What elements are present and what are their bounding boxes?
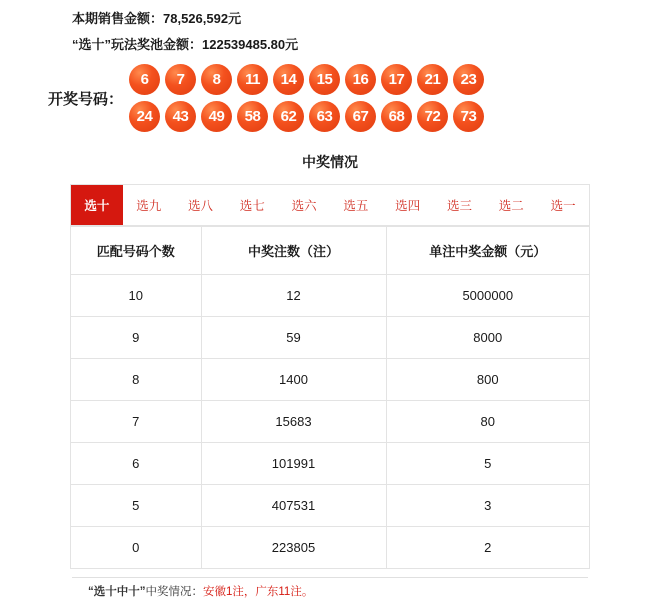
draw-ball: 17 (381, 64, 412, 95)
footnote (70, 583, 590, 599)
cell-prize-amount: 8000 (386, 317, 589, 359)
playtype-tabs (71, 185, 589, 226)
cell-winning-bets: 12 (201, 275, 386, 317)
table-row (71, 527, 589, 569)
cell-prize-amount: 5 (386, 443, 589, 485)
cell-match-count: 6 (71, 443, 201, 485)
prize-table (71, 226, 589, 568)
tab-xuanliu[interactable]: 选六 (291, 199, 317, 213)
bottom-divider (72, 577, 588, 578)
cell-prize-amount: 800 (386, 359, 589, 401)
cell-winning-bets: 101991 (201, 443, 386, 485)
draw-ball: 67 (345, 101, 376, 132)
tab-xuaner[interactable]: 选二 (498, 199, 524, 213)
draw-ball: 24 (129, 101, 160, 132)
tab-xuanshi[interactable]: 选十 (71, 185, 123, 225)
header-info (0, 0, 660, 58)
cell-match-count: 10 (71, 275, 201, 317)
column-header-winning-bets: 中奖注数（注） (201, 227, 386, 275)
tab-xuanba[interactable]: 选八 (187, 199, 213, 213)
draw-ball: 73 (453, 101, 484, 132)
draw-ball: 43 (165, 101, 196, 132)
draw-ball-row-1 (129, 64, 484, 95)
cell-match-count: 0 (71, 527, 201, 569)
cell-prize-amount: 3 (386, 485, 589, 527)
table-row (71, 317, 589, 359)
tab-xuansan[interactable]: 选三 (446, 199, 472, 213)
draw-ball: 58 (237, 101, 268, 132)
draw-ball: 68 (381, 101, 412, 132)
cell-winning-bets: 15683 (201, 401, 386, 443)
draw-ball: 23 (453, 64, 484, 95)
draw-ball-row-2 (129, 101, 484, 132)
tab-xuanqi[interactable]: 选七 (239, 199, 265, 213)
draw-ball: 16 (345, 64, 376, 95)
cell-winning-bets: 59 (201, 317, 386, 359)
draw-ball: 21 (417, 64, 448, 95)
draw-ball: 8 (201, 64, 232, 95)
tab-xuansi[interactable]: 选四 (395, 199, 421, 213)
cell-prize-amount: 5000000 (386, 275, 589, 317)
cell-winning-bets: 1400 (201, 359, 386, 401)
table-row (71, 443, 589, 485)
cell-prize-amount: 2 (386, 527, 589, 569)
draw-numbers-label: 开奖号码： (48, 90, 124, 108)
draw-balls-wrap (129, 64, 484, 132)
table-header-row (71, 227, 589, 275)
draw-ball: 14 (273, 64, 304, 95)
draw-ball: 72 (417, 101, 448, 132)
cell-winning-bets: 407531 (201, 485, 386, 527)
draw-ball: 62 (273, 101, 304, 132)
tab-xuanwu[interactable]: 选五 (343, 199, 369, 213)
draw-ball: 15 (309, 64, 340, 95)
draw-ball: 63 (309, 101, 340, 132)
table-row (71, 401, 589, 443)
cell-match-count: 8 (71, 359, 201, 401)
tab-xuanjiu[interactable]: 选九 (136, 199, 162, 213)
table-row (71, 485, 589, 527)
cell-winning-bets: 223805 (201, 527, 386, 569)
draw-ball: 49 (201, 101, 232, 132)
page-title: 中奖情况 (302, 154, 358, 170)
tab-xuanyi[interactable]: 选一 (550, 199, 576, 213)
footnote-prefix: “选十中十” (88, 586, 146, 598)
cell-match-count: 9 (71, 317, 201, 359)
footnote-detail: 安徽1注，广东11注。 (203, 586, 314, 598)
footnote-middle: 中奖情况： (145, 586, 203, 598)
sales-amount-line: 本期销售金额：78,526,592元 (72, 11, 242, 26)
prize-pool-line: “选十”玩法奖池金额：122539485.80元 (72, 37, 299, 52)
draw-ball: 6 (129, 64, 160, 95)
draw-ball: 11 (237, 64, 268, 95)
cell-match-count: 7 (71, 401, 201, 443)
table-row (71, 359, 589, 401)
prize-panel (70, 184, 590, 569)
cell-match-count: 5 (71, 485, 201, 527)
draw-numbers-section (0, 64, 660, 132)
column-header-prize-amount: 单注中奖金额（元） (386, 227, 589, 275)
column-header-match-count: 匹配号码个数 (71, 227, 201, 275)
draw-ball: 7 (165, 64, 196, 95)
cell-prize-amount: 80 (386, 401, 589, 443)
table-row (71, 275, 589, 317)
